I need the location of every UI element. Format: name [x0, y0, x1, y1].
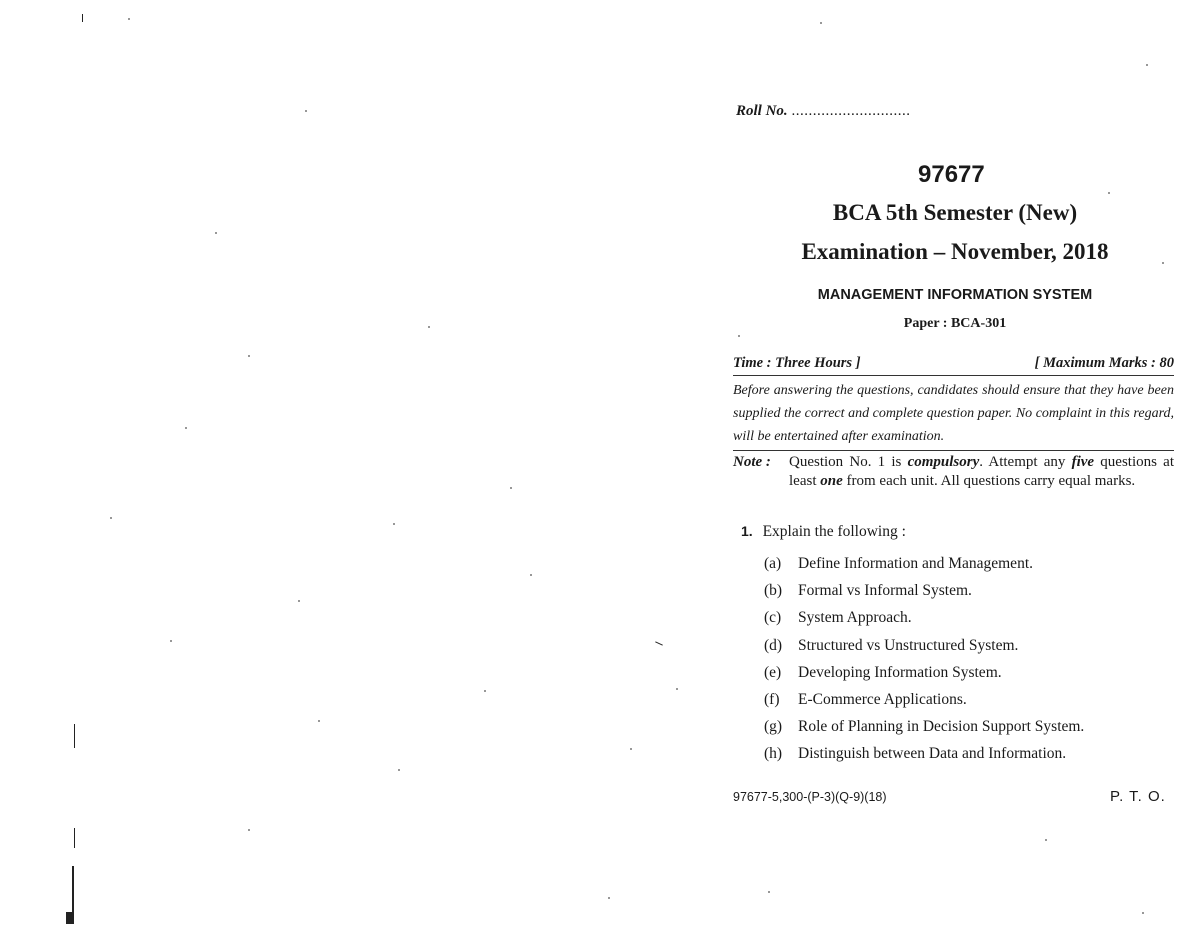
scan-speck [1142, 912, 1144, 914]
note-text-part: from each unit. All questions carry equal marks. [842, 473, 1136, 489]
item-letter: (a) [764, 555, 782, 572]
list-item [764, 718, 1084, 745]
scan-speck [820, 22, 822, 24]
roll-number-line [736, 103, 910, 120]
item-letter: (d) [764, 636, 783, 654]
scan-speck [305, 110, 307, 112]
list-item [764, 637, 1084, 664]
item-text: System Approach. [798, 609, 912, 627]
scan-speck [484, 690, 486, 692]
scan-speck [170, 640, 172, 642]
list-item [764, 745, 1084, 772]
note-text-part: . Attempt any [979, 454, 1072, 470]
maximum-marks: [ Maximum Marks : 80 [1034, 355, 1174, 371]
subject-title: MANAGEMENT INFORMATION SYSTEM [817, 287, 1093, 303]
list-item [764, 691, 1084, 718]
question-1-items [764, 555, 1084, 773]
list-item [764, 582, 1084, 609]
item-text: Define Information and Management. [798, 555, 1033, 572]
scan-speck [1108, 192, 1110, 194]
divider [733, 450, 1174, 451]
note-label: Note : [733, 454, 771, 470]
scan-speck [530, 574, 532, 576]
note-emphasis: compulsory [907, 454, 980, 470]
note-text [789, 453, 1174, 491]
divider [733, 375, 1174, 376]
time-marks-line [733, 355, 1174, 372]
scan-speck [1045, 839, 1047, 841]
scan-speck [428, 326, 430, 328]
please-turn-over: P. T. O. [1110, 788, 1166, 805]
exam-title: Examination – November, 2018 [801, 239, 1109, 264]
course-title: BCA 5th Semester (New) [832, 200, 1078, 225]
scan-speck [398, 769, 400, 771]
scan-speck [185, 427, 187, 429]
scan-speck [510, 487, 512, 489]
item-text: E-Commerce Applications. [798, 690, 967, 708]
list-item [764, 664, 1084, 691]
note-block [733, 453, 1174, 491]
scan-speck [248, 355, 250, 357]
scan-speck [630, 748, 632, 750]
item-letter: (b) [764, 582, 783, 600]
roll-number-blank: ............................ [791, 103, 911, 119]
scan-mark [74, 828, 75, 848]
scan-speck [676, 688, 678, 690]
question-text: Explain the following : [762, 523, 906, 540]
item-letter: (c) [764, 609, 782, 627]
note-emphasis: five [1071, 454, 1095, 470]
instructions: Before answering the questions, candidates should ensure that they have been supplied the correct and complete question paper. No complaint in this regard, will be entertained after examination. [733, 383, 1174, 444]
scan-speck [298, 600, 300, 602]
scan-speck [215, 232, 217, 234]
paper-code: 97677 [918, 161, 985, 188]
scan-speck [128, 18, 130, 20]
item-text: Formal vs Informal System. [798, 582, 972, 600]
note-emphasis: one [820, 473, 843, 489]
note-text-part: questions at least [789, 454, 1174, 489]
scan-speck [248, 829, 250, 831]
item-letter: (h) [764, 745, 783, 763]
item-text: Structured vs Unstructured System. [798, 636, 1019, 654]
list-item [764, 609, 1084, 636]
footer-print-code: 97677-5,300-(P-3)(Q-9)(18) [733, 790, 887, 804]
roll-number-label: Roll No. [736, 103, 788, 119]
question-1 [741, 523, 906, 541]
item-letter: (f) [764, 690, 780, 708]
time-allowed: Time : Three Hours ] [733, 355, 861, 371]
scan-speck [393, 523, 395, 525]
question-number: 1. [741, 523, 753, 539]
scan-speck [608, 897, 610, 899]
paper-number: Paper : BCA-301 [903, 316, 1007, 331]
scan-speck [768, 891, 770, 893]
item-text: Developing Information System. [798, 663, 1002, 681]
scan-speck [738, 335, 740, 337]
scan-speck [110, 517, 112, 519]
scan-speck [1146, 64, 1148, 66]
item-text: Distinguish between Data and Information. [798, 745, 1067, 763]
item-text: Role of Planning in Decision Support System. [798, 718, 1085, 736]
scan-speck [318, 720, 320, 722]
scan-mark [655, 641, 663, 645]
note-text-part: Question No. 1 is [789, 454, 908, 470]
item-letter: (e) [764, 663, 782, 681]
scan-mark [82, 14, 83, 22]
scan-mark [66, 912, 74, 924]
item-letter: (g) [764, 718, 783, 736]
list-item [764, 555, 1084, 582]
scan-mark [74, 724, 75, 748]
